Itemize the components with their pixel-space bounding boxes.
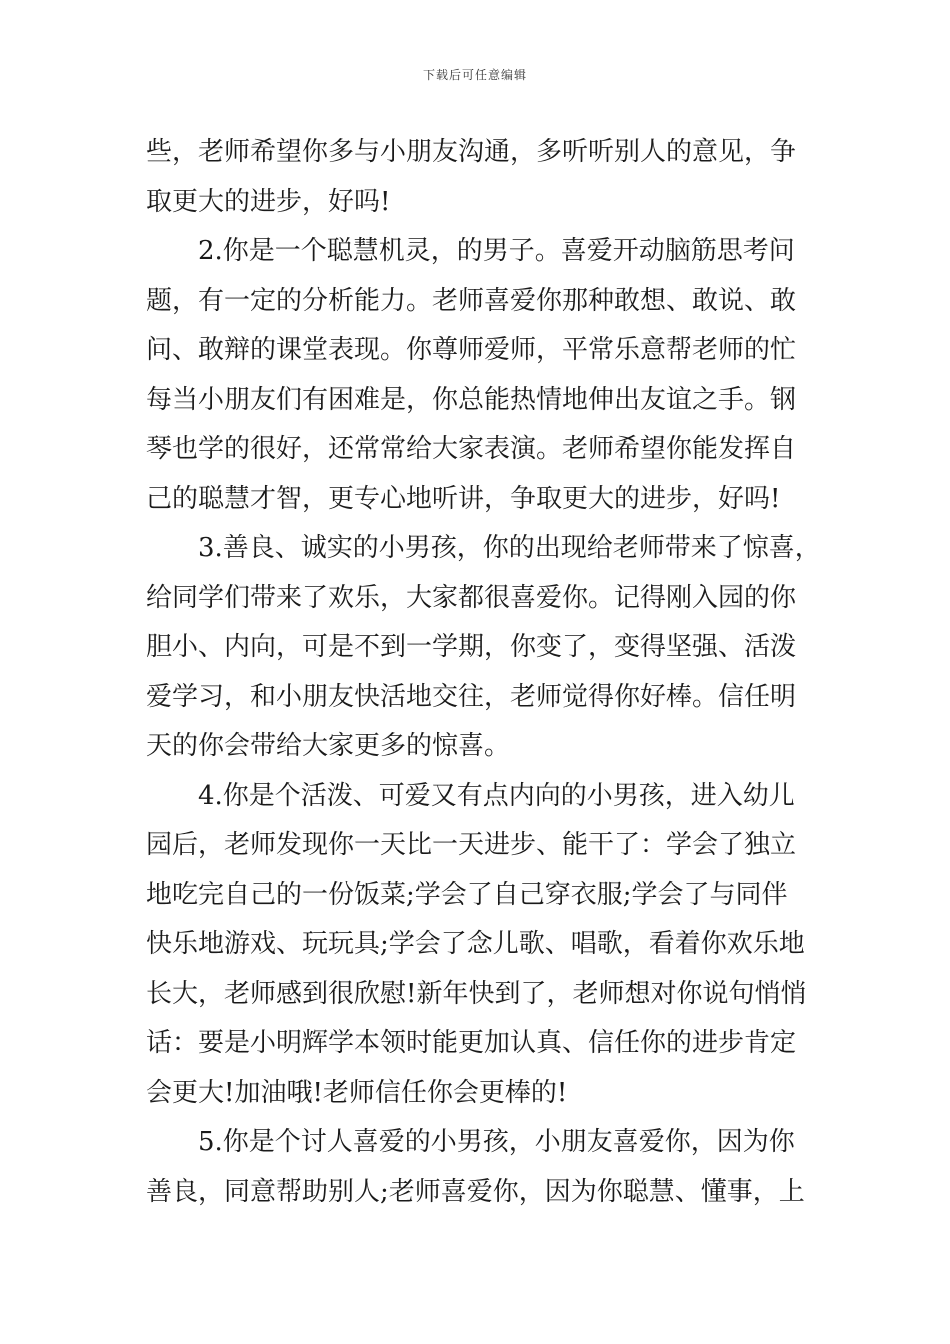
page-header: 下载后可任意编辑 — [422, 68, 527, 82]
text-line: 4.你是个活泼、可爱又有点内向的小男孩，进入幼儿 — [198, 780, 795, 811]
text-line: 快乐地游戏、玩玩具;学会了念儿歌、唱歌，看着你欢乐地 — [146, 929, 805, 959]
text-line: 2.你是一个聪慧机灵，的男子。喜爱开动脑筋思考问 — [198, 236, 795, 266]
text-line: 3.善良、诚实的小男孩，你的出现给老师带来了惊喜， — [198, 533, 821, 563]
text-line: 琴也学的很好，还常常给大家表演。老师希望你能发挥自 — [146, 434, 797, 464]
text-line: 园后，老师发现你一天比一天进步、能干了：学会了独立 — [146, 830, 797, 860]
text-line: 爱学习，和小朋友快活地交往，老师觉得你好棒。信任明 — [146, 681, 797, 712]
text-line: 地吃完自己的一份饭菜;学会了自己穿衣服;学会了与同伴 — [146, 879, 788, 910]
text-line: 胆小、内向，可是不到一学期，你变了，变得坚强、活泼 — [146, 632, 797, 662]
text-line: 天的你会带给大家更多的惊喜。 — [146, 731, 511, 761]
text-line: 话：要是小明辉学本领时能更加认真、信任你的进步肯定 — [146, 1028, 797, 1058]
text-line: 会更大!加油哦!老师信任你会更棒的! — [146, 1077, 568, 1108]
document-body — [146, 128, 821, 1217]
text-line: 善良，同意帮助别人;老师喜爱你，因为你聪慧、懂事，上 — [146, 1176, 805, 1207]
text-line: 每当小朋友们有困难是，你总能热情地伸出友谊之手。钢 — [146, 384, 797, 415]
text-line: 己的聪慧才智，更专心地听讲，争取更大的进步，好吗! — [146, 483, 781, 514]
text-line: 题，有一定的分析能力。老师喜爱你那种敢想、敢说、敢 — [146, 285, 797, 316]
text-line: 取更大的进步，好吗! — [146, 186, 391, 217]
text-line: 长大，老师感到很欣慰!新年快到了，老师想对你说句悄悄 — [146, 978, 807, 1009]
text-line: 给同学们带来了欢乐，大家都很喜爱你。记得刚入园的你 — [146, 582, 797, 613]
text-line: 问、敢辩的课堂表现。你尊师爱师，平常乐意帮老师的忙 — [146, 335, 797, 365]
text-line: 些，老师希望你多与小朋友沟通，多听听别人的意见，争 — [146, 137, 797, 167]
text-line: 5.你是个讨人喜爱的小男孩，小朋友喜爱你，因为你 — [198, 1127, 795, 1157]
